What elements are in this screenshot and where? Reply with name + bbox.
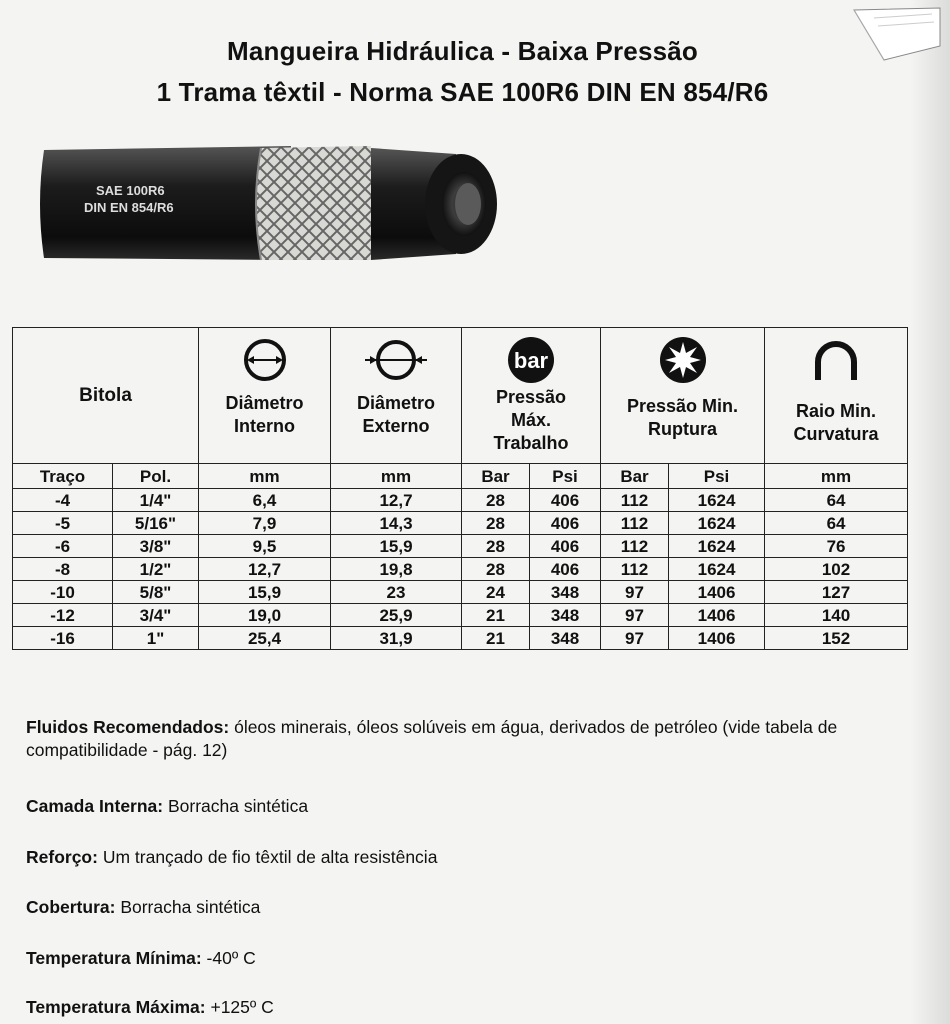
header-pressao-max — [462, 328, 601, 464]
table-cell: 1406 — [669, 604, 765, 627]
table-cell: 127 — [765, 581, 908, 604]
spec-reforco-label: Reforço: — [26, 847, 98, 867]
header-raio-min-l1: Raio Min. — [796, 401, 877, 421]
page-title: Mangueira Hidráulica - Baixa Pressão — [226, 36, 699, 66]
unit-cell: Psi — [669, 464, 765, 489]
spec-fluidos-text: óleos minerais, óleos solúveis em água, derivados de petróleo (vide tabela de compatibilidade - pág. 12) — [26, 717, 838, 760]
table-cell: 97 — [601, 604, 669, 627]
spec-cobertura — [26, 896, 260, 919]
table-cell: 7,9 — [199, 512, 331, 535]
table-cell: 1624 — [669, 558, 765, 581]
table-row — [13, 535, 908, 558]
header-pressao-min-l1: Pressão Min. — [627, 396, 739, 416]
unit-cell: Bar — [601, 464, 669, 489]
table-cell: 28 — [462, 558, 530, 581]
pressure-gauge-icon — [501, 335, 561, 385]
spec-camada-text: Borracha sintética — [163, 796, 309, 816]
table-cell: 31,9 — [331, 627, 462, 650]
table-cell: 97 — [601, 627, 669, 650]
spec-reforco-text: Um trançado de fio têxtil de alta resistência — [97, 847, 438, 867]
spec-temp-min-text: -40º C — [201, 948, 256, 968]
table-row — [13, 489, 908, 512]
table-cell: 1624 — [669, 512, 765, 535]
hose-illustration — [36, 140, 516, 270]
header-pressao-min — [601, 328, 765, 464]
table-cell: 21 — [462, 627, 530, 650]
table-row — [13, 627, 908, 650]
header-raio-min-l2: Curvatura — [793, 424, 879, 444]
table-cell: 64 — [765, 489, 908, 512]
spec-fluidos-label: Fluidos Recomendados: — [26, 717, 230, 737]
table-cell: 1406 — [669, 581, 765, 604]
table-cell: -8 — [13, 558, 113, 581]
table-cell: 112 — [601, 489, 669, 512]
spec-reforco — [26, 846, 437, 869]
spec-camada-label: Camada Interna: — [26, 796, 164, 816]
table-cell: 348 — [530, 581, 601, 604]
table-cell: 97 — [601, 581, 669, 604]
table-cell: 28 — [462, 535, 530, 558]
table-cell: 64 — [765, 512, 908, 535]
unit-cell: mm — [199, 464, 331, 489]
table-cell: -12 — [13, 604, 113, 627]
table-cell: 3/4" — [113, 604, 199, 627]
table-cell: 12,7 — [199, 558, 331, 581]
table-cell: 3/8" — [113, 535, 199, 558]
unit-cell: mm — [331, 464, 462, 489]
table-row — [13, 604, 908, 627]
table-cell: 406 — [530, 558, 601, 581]
table-cell: 9,5 — [199, 535, 331, 558]
table-cell: 1/2" — [113, 558, 199, 581]
spec-temp-max — [26, 996, 274, 1019]
spec-temp-max-label: Temperatura Máxima: — [26, 997, 206, 1017]
table-cell: 19,8 — [331, 558, 462, 581]
pressure-icon-text: bar — [513, 348, 549, 373]
page-edge-shadow — [910, 0, 950, 1024]
spec-table — [12, 327, 908, 650]
table-cell: 23 — [331, 581, 462, 604]
table-cell: -10 — [13, 581, 113, 604]
table-cell: 1/4" — [113, 489, 199, 512]
table-cell: 348 — [530, 627, 601, 650]
inner-diameter-icon — [235, 336, 295, 384]
unit-cell: Traço — [13, 464, 113, 489]
table-cell: 24 — [462, 581, 530, 604]
header-diametro-interno-l1: Diâmetro — [225, 393, 304, 413]
table-cell: 12,7 — [331, 489, 462, 512]
table-cell: 25,9 — [331, 604, 462, 627]
spec-fluidos — [26, 716, 846, 762]
table-cell: 1624 — [669, 535, 765, 558]
unit-cell: Pol. — [113, 464, 199, 489]
table-cell: 1" — [113, 627, 199, 650]
table-cell: 406 — [530, 489, 601, 512]
bend-radius-icon — [808, 336, 864, 384]
header-diametro-externo-l1: Diâmetro — [356, 393, 436, 413]
header-diametro-interno-l2: Interno — [234, 416, 295, 436]
unit-cell: Bar — [462, 464, 530, 489]
page-subtitle: 1 Trama têxtil - Norma SAE 100R6 DIN EN 854/R6 — [156, 77, 769, 107]
table-cell: 1624 — [669, 489, 765, 512]
table-cell: 76 — [765, 535, 908, 558]
burst-icon — [657, 334, 709, 386]
table-cell: 5/8" — [113, 581, 199, 604]
header-diametro-interno — [199, 328, 331, 464]
outer-diameter-icon — [361, 336, 431, 384]
spec-cobertura-text: Borracha sintética — [115, 897, 261, 917]
header-pressao-max-l1: Pressão — [495, 387, 567, 407]
table-row — [13, 512, 908, 535]
table-cell: -5 — [13, 512, 113, 535]
table-cell: 28 — [462, 512, 530, 535]
spec-temp-min — [26, 947, 256, 970]
table-cell: -4 — [13, 489, 113, 512]
spec-cobertura-label: Cobertura: — [26, 897, 116, 917]
table-cell: 112 — [601, 535, 669, 558]
table-cell: 406 — [530, 512, 601, 535]
table-cell: 21 — [462, 604, 530, 627]
table-cell: 152 — [765, 627, 908, 650]
table-cell: 15,9 — [331, 535, 462, 558]
spec-temp-max-text: +125º C — [205, 997, 274, 1017]
table-cell: 25,4 — [199, 627, 331, 650]
table-cell: 406 — [530, 535, 601, 558]
table-cell: 19,0 — [199, 604, 331, 627]
hose-label-line1: SAE 100R6 — [96, 183, 165, 198]
table-cell: 28 — [462, 489, 530, 512]
table-cell: 1406 — [669, 627, 765, 650]
unit-cell: mm — [765, 464, 908, 489]
spec-temp-min-label: Temperatura Mínima: — [26, 948, 202, 968]
table-cell: 5/16" — [113, 512, 199, 535]
table-header-row — [13, 328, 908, 464]
header-bitola: Bitola — [13, 328, 199, 464]
header-pressao-min-l2: Ruptura — [648, 419, 718, 439]
table-cell: -6 — [13, 535, 113, 558]
hose-label-line2: DIN EN 854/R6 — [84, 200, 174, 215]
table-row — [13, 581, 908, 604]
table-cell: 6,4 — [199, 489, 331, 512]
table-cell: 140 — [765, 604, 908, 627]
header-pressao-max-l2: Máx. — [510, 410, 552, 430]
table-row — [13, 558, 908, 581]
unit-cell: Psi — [530, 464, 601, 489]
table-cell: 348 — [530, 604, 601, 627]
table-cell: 112 — [601, 512, 669, 535]
table-cell: 102 — [765, 558, 908, 581]
header-raio-min — [765, 328, 908, 464]
table-cell: 112 — [601, 558, 669, 581]
table-cell: 14,3 — [331, 512, 462, 535]
table-cell: -16 — [13, 627, 113, 650]
header-pressao-max-l3: Trabalho — [493, 433, 569, 453]
table-cell: 15,9 — [199, 581, 331, 604]
header-diametro-externo-l2: Externo — [362, 416, 430, 436]
header-diametro-externo — [331, 328, 462, 464]
spec-camada-interna — [26, 795, 308, 818]
table-units-row — [13, 464, 908, 489]
